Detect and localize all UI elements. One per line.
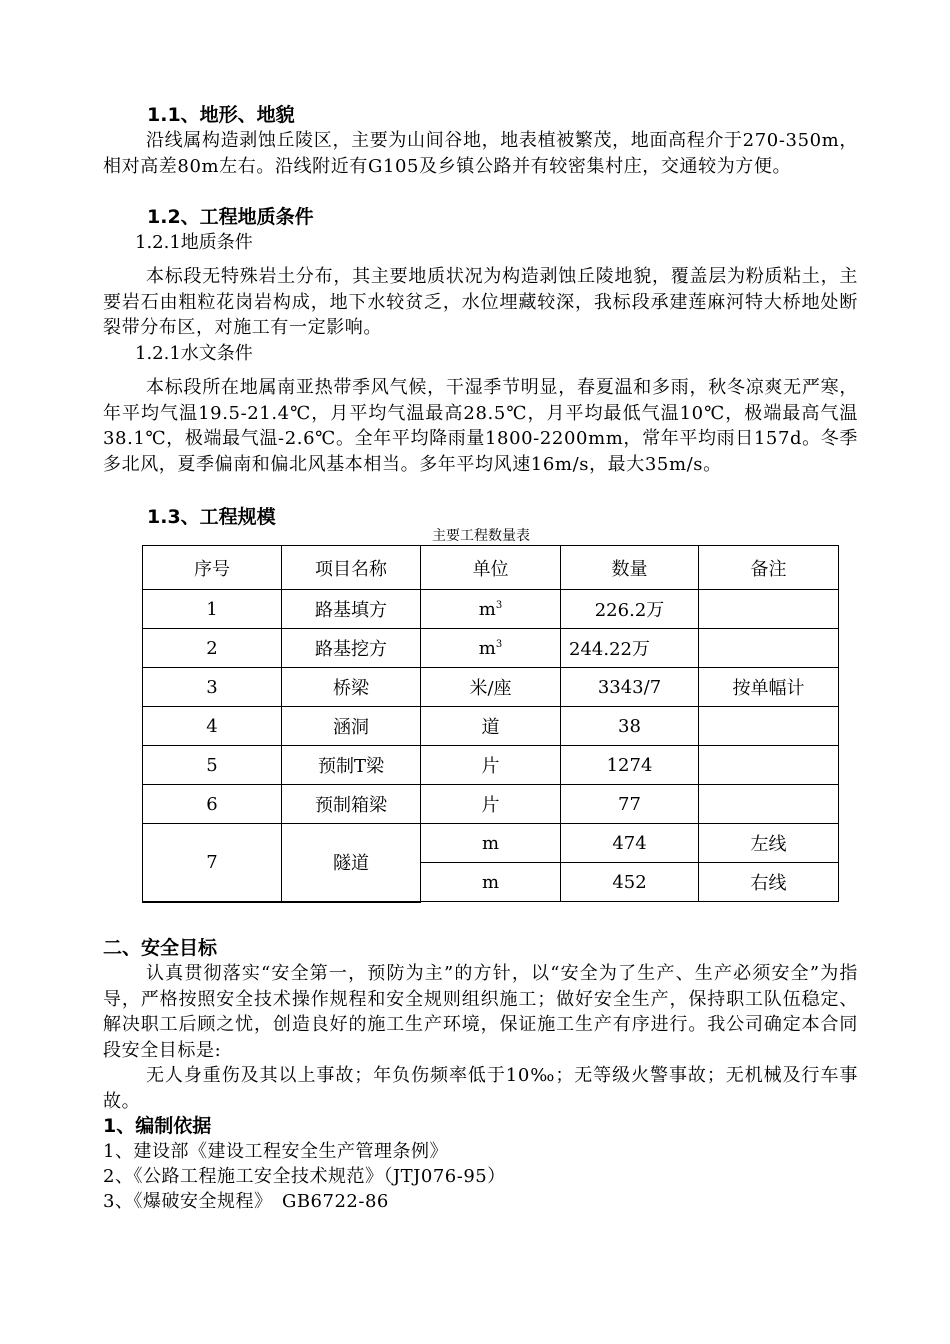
cell-qty: 226.2万: [561, 590, 699, 629]
cell-unit: 道: [421, 707, 561, 746]
header-cell: 单位: [421, 546, 561, 590]
cell-unit: 片: [421, 746, 561, 785]
cell-qty: 3343/7: [561, 668, 699, 707]
cell-name: 预制箱梁: [282, 785, 421, 824]
header-cell: 项目名称: [282, 546, 421, 590]
cell-unit: m: [421, 863, 561, 902]
heading-basis: 1、编制依据: [103, 1115, 212, 1137]
paragraph-safety-targets: 无人身重伤及其以上事故；年负伤频率低于10‰；无等级火警事故；无机械及行车事故。: [103, 1065, 858, 1112]
subheading-geology-conditions: 1.2.1地质条件: [135, 232, 253, 253]
cell-note: [699, 629, 839, 668]
heading-terrain: 1.1、地形、地貌: [147, 104, 295, 126]
cell-name: 路基填方: [282, 590, 421, 629]
cell-no: 5: [143, 746, 282, 785]
cell-unit: 米/座: [421, 668, 561, 707]
cell-no: 6: [143, 785, 282, 824]
cell-qty: 474: [561, 824, 699, 863]
cell-note: [699, 590, 839, 629]
cell-unit: m: [421, 824, 561, 863]
cell-qty: 244.22万: [561, 629, 699, 668]
cell-no: 2: [143, 629, 282, 668]
cell-no: 3: [143, 668, 282, 707]
paragraph-hydrology: 本标段所在地属南亚热带季风气候，干湿季节明显，春夏温和多雨，秋冬凉爽无严寒，年平均气温19.5-21.4℃，月平均气温最高28.5℃，月平均最低气温10℃，极端最高气温38.1℃，极端最气温-2.6℃。全年平均降雨量1800-2200mm，常年平均雨日157d。冬季多北风，夏季偏南和偏北风基本相当。多年平均风速16m/s，最大35m/s。: [103, 377, 858, 475]
heading-geology: 1.2、工程地质条件: [147, 206, 314, 228]
table-caption: 主要工程数量表: [432, 528, 530, 544]
header-cell: 序号: [143, 546, 282, 590]
quantity-table: [142, 545, 839, 903]
cell-qty: 77: [561, 785, 699, 824]
heading-scale: 1.3、工程规模: [147, 506, 276, 528]
table-row: [143, 668, 839, 707]
cell-name: 预制T梁: [282, 746, 421, 785]
cell-note: 按单幅计: [699, 668, 839, 707]
header-cell: 数量: [561, 546, 699, 590]
header-cell: 备注: [699, 546, 839, 590]
cell-note: [699, 707, 839, 746]
cell-unit: 片: [421, 785, 561, 824]
cell-unit: $m^3$: [421, 629, 561, 668]
cell-note: [699, 746, 839, 785]
table-row: [143, 746, 839, 785]
table-row: [143, 629, 839, 668]
cell-no: 7: [143, 824, 282, 902]
cell-name: 隧道: [282, 824, 421, 902]
cell-name: 桥梁: [282, 668, 421, 707]
cell-unit: $m^3$: [421, 590, 561, 629]
table-row: [143, 824, 839, 863]
list-item: 1、建设部《建设工程安全生产管理条例》: [103, 1141, 448, 1162]
cell-no: 4: [143, 707, 282, 746]
subheading-hydrology: 1.2.1水文条件: [135, 343, 253, 364]
paragraph-safety-goal: 认真贯彻落实“安全第一，预防为主”的方针，以“安全为了生产、生产必须安全”为指导，严格按照安全技术操作规程和安全规则组织施工；做好安全生产，保持职工队伍稳定、解决职工后顾之忧，创造良好的施工生产环境，保证施工生产有序进行。我公司确定本合同段安全目标是:: [103, 963, 858, 1061]
cell-note: [699, 785, 839, 824]
cell-name: 路基挖方: [282, 629, 421, 668]
paragraph-terrain: 沿线属构造剥蚀丘陵区，主要为山间谷地，地表植被繁茂，地面高程介于270-350m，相对高差80m左右。沿线附近有G105及乡镇公路并有较密集村庄，交通较为方便。: [103, 130, 858, 177]
cell-qty: 1274: [561, 746, 699, 785]
cell-qty: 452: [561, 863, 699, 902]
table-row: [143, 590, 839, 629]
cell-note: 右线: [699, 863, 839, 902]
cell-note: 左线: [699, 824, 839, 863]
table-row: [143, 785, 839, 824]
cell-no: 1: [143, 590, 282, 629]
cell-qty: 38: [561, 707, 699, 746]
table-row: [143, 707, 839, 746]
list-item: 2、《公路工程施工安全技术规范》（JTJ076-95）: [103, 1166, 506, 1187]
cell-name: 涵洞: [282, 707, 421, 746]
table-header-row: [143, 546, 839, 590]
paragraph-geology: 本标段无特殊岩土分布，其主要地质状况为构造剥蚀丘陵地貌，覆盖层为粉质粘土，主要岩石由粗粒花岗岩构成，地下水较贫乏，水位埋藏较深，我标段承建莲麻河特大桥地处断裂带分布区，对施工有一定影响。: [103, 266, 858, 339]
heading-safety-goal: 二、安全目标: [103, 937, 218, 959]
list-item: 3、《爆破安全规程》 GB6722-86: [103, 1191, 389, 1212]
